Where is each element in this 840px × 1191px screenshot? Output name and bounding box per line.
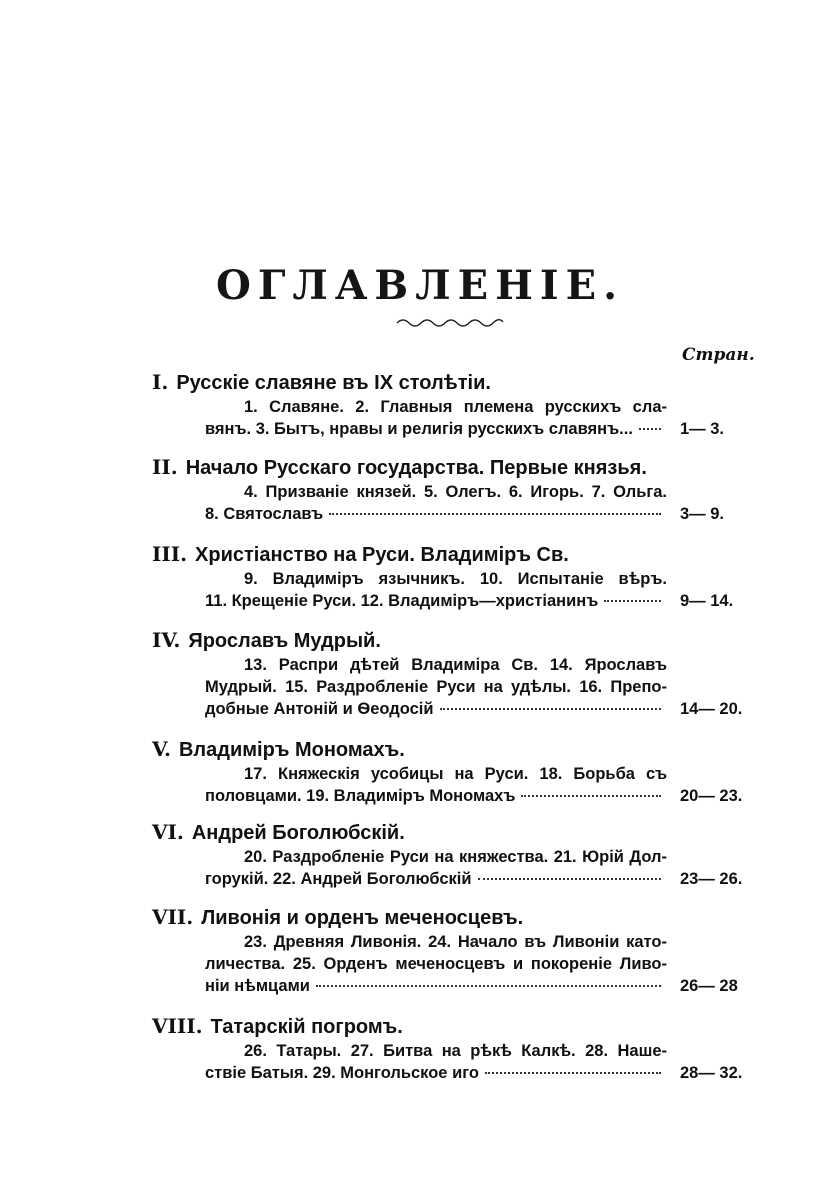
chapter-numeral: I. [152,370,169,394]
chapter-title: Начало Русскаго государства. Первые князья. [185,457,647,479]
dot-leader [639,428,661,430]
toc-line-text: вянъ. 3. Бытъ, нравы и религія русскихъ славянъ... [205,420,633,438]
toc-line-last [205,505,667,524]
chapter-numeral: VII. [152,905,194,929]
toc-line-last [205,700,667,719]
chapter-title: Христіанство на Руси. Владиміръ Св. [195,544,569,566]
toc-line-text: ніи нѣмцами [205,977,310,995]
chapter-title: Владиміръ Мономахъ. [178,739,405,761]
chapter-heading [152,455,647,480]
toc-line-last [205,592,667,611]
toc-line: 13. Распри дѣтей Владиміра Св. 14. Ярославъ [244,656,667,674]
toc-line-last [205,977,667,996]
toc-line: 23. Древняя Ливонія. 24. Начало въ Ливоніи като- [244,933,667,951]
toc-line: личества. 25. Орденъ меченосцевъ и покореніе Ливо- [205,955,667,973]
toc-line: Мудрый. 15. Раздробленіе Руси на удѣлы. 16. Препо- [205,678,667,696]
toc-line: 20. Раздробленіе Руси на княжества. 21. Юрій Дол- [244,848,667,866]
chapter-title: Татарскій погромъ. [210,1016,403,1038]
toc-line-last [205,870,667,889]
toc-line-last [205,420,667,439]
toc-line-text: ствіе Батыя. 29. Монгольское иго [205,1064,479,1082]
chapter-heading [152,628,381,653]
decorative-flourish [395,316,505,328]
toc-line-text: половцами. 19. Владиміръ Мономахъ [205,787,516,805]
page-range: 26— 28 [680,977,738,995]
toc-line-text: горукій. 22. Андрей Боголюбскій [205,870,472,888]
dot-leader [316,985,661,987]
dot-leader [604,600,661,602]
toc-line-text: 8. Святославъ [205,505,324,523]
chapter-heading [152,1014,403,1039]
dot-leader [521,795,661,797]
toc-line-last [205,1064,667,1083]
chapter-numeral: IV. [152,628,181,652]
toc-line: 26. Татары. 27. Битва на рѣкѣ Калкѣ. 28. Наше- [244,1042,667,1060]
page-range: 23— 26. [680,870,743,888]
chapter-heading [152,905,523,930]
chapter-numeral: VIII. [152,1014,203,1038]
toc-line-text: 11. Крещеніе Руси. 12. Владиміръ—христіанинъ [205,592,599,610]
page-range: 9— 14. [680,592,734,610]
page-range: 14— 20. [680,700,743,718]
chapter-title: Ярославъ Мудрый. [188,630,381,652]
dot-leader [478,878,661,880]
page-title: ОГЛАВЛЕНІЕ. [216,262,624,309]
chapter-heading [152,542,569,567]
chapter-title: Ливонія и орденъ меченосцевъ. [201,907,524,929]
chapter-numeral: III. [152,542,188,566]
toc-line: 9. Владиміръ язычникъ. 10. Испытаніе вѣръ. [244,570,667,588]
dot-leader [485,1072,661,1074]
chapter-heading [152,820,405,845]
chapter-title: Русскіе славяне въ IX столѣтіи. [176,372,491,394]
chapter-numeral: VI. [152,820,184,844]
toc-line-text: добные Антоній и Ѳеодосій [205,700,434,718]
chapter-title: Андрей Боголюбскій. [191,822,405,844]
toc-line: 1. Славяне. 2. Главныя племена русскихъ сла- [244,398,667,416]
dot-leader [329,513,661,515]
chapter-heading [152,370,491,395]
dot-leader [440,708,661,710]
toc-line-last [205,787,667,806]
page-range: 3— 9. [680,505,725,523]
toc-line: 4. Призваніе князей. 5. Олегъ. 6. Игорь. 7. Ольга. [244,483,667,501]
page-range: 20— 23. [680,787,743,805]
chapter-numeral: V. [152,737,171,761]
chapter-heading [152,737,405,762]
page-range: 28— 32. [680,1064,743,1082]
toc-line: 17. Княжескія усобицы на Руси. 18. Борьба съ [244,765,667,783]
chapter-numeral: II. [152,455,178,479]
page-range: 1— 3. [680,420,725,438]
page-column-label: Стран. [682,345,755,365]
